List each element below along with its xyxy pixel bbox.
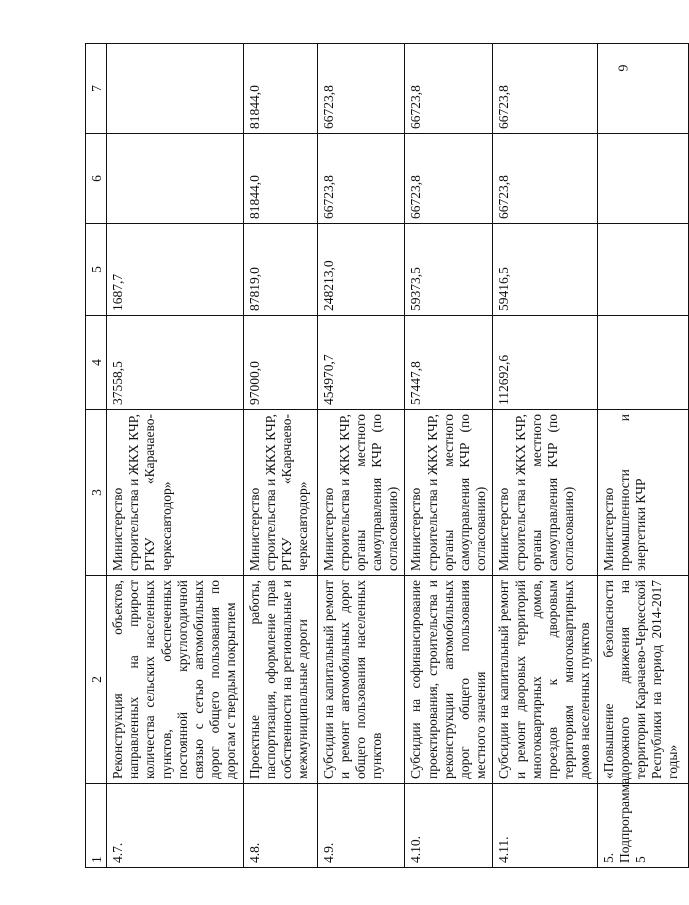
value-cell-col4: 454970,7 bbox=[317, 316, 405, 410]
value-cell-col7 bbox=[107, 44, 244, 134]
table-row-4-10 bbox=[405, 44, 493, 868]
table-row-4-11 bbox=[493, 44, 597, 868]
column-header-2: 2 bbox=[86, 576, 107, 784]
row-number-cell: 4.9. bbox=[317, 784, 405, 868]
value-cell-col4 bbox=[597, 316, 688, 410]
description-cell: «Повышение безопасности дорожного движения на территории Карачаево-Черкесской Республики на период 2014-2017 годы» bbox=[597, 576, 688, 784]
value-cell-col6: 66723,8 bbox=[493, 134, 597, 224]
page-number: 6 bbox=[614, 64, 630, 72]
description-cell: Субсидии на капитальный ремонт и ремонт автомобильных дорог общего пользования населенных пунктов bbox=[317, 576, 405, 784]
value-cell-col4: 37558,5 bbox=[107, 316, 244, 410]
description-cell: Субсидии на капитальный ремонт и ремонт дворовых территорий многоквартирных домов, проездов к дворовым территориям многоквартирных домов населенных пунктов bbox=[493, 576, 597, 784]
value-cell-col6: 81844,0 bbox=[243, 134, 317, 224]
row-number-cell: 4.10. bbox=[405, 784, 493, 868]
row-number-cell: 5. Подпрограмма 5 bbox=[597, 784, 688, 868]
table-row-subprogram-5 bbox=[597, 44, 688, 868]
description-cell: Реконструкция объектов, направленных на прирост количества сельских населенных пунктов, обеспеченных постоянной круглогодичной связью с сетью автомобильных дорог общего пользования по дорогам с твердым покрытием bbox=[107, 576, 244, 784]
value-cell-col6 bbox=[107, 134, 244, 224]
value-cell-col5: 1687,7 bbox=[107, 224, 244, 316]
column-header-3: 3 bbox=[86, 410, 107, 576]
column-header-7: 7 bbox=[86, 44, 107, 134]
header-row bbox=[86, 44, 107, 868]
column-header-4: 4 bbox=[86, 316, 107, 410]
description-cell: Проектные работы, паспортизация, оформление прав собственности на региональные и межмуниципальные дороги bbox=[243, 576, 317, 784]
column-header-6: 6 bbox=[86, 134, 107, 224]
rotated-table-container bbox=[85, 44, 681, 868]
executor-cell: Министерство строительства и ЖКХ КЧР, РГКУ «Карачаево-черкесавтодор» bbox=[107, 410, 244, 576]
program-table bbox=[85, 43, 689, 868]
value-cell-col5: 87819,0 bbox=[243, 224, 317, 316]
row-number-cell: 4.11. bbox=[493, 784, 597, 868]
value-cell-col5: 248213,0 bbox=[317, 224, 405, 316]
executor-cell: Министерство строительства и ЖКХ КЧР, РГКУ «Карачаево-черкесавтодор» bbox=[243, 410, 317, 576]
value-cell-col6: 66723,8 bbox=[317, 134, 405, 224]
value-cell-col6 bbox=[597, 134, 688, 224]
executor-cell: Министерство строительства и ЖКХ КЧР, органы местного самоуправления КЧР (по согласованию) bbox=[405, 410, 493, 576]
table-row-4-9 bbox=[317, 44, 405, 868]
value-cell-col7: 66723,8 bbox=[493, 44, 597, 134]
description-cell: Субсидии на софинансирование проектирования, строительства и реконструкции автомобильных дорог общего пользования местного значения bbox=[405, 576, 493, 784]
value-cell-col5 bbox=[597, 224, 688, 316]
row-number-cell: 4.7. bbox=[107, 784, 244, 868]
value-cell-col5: 59373,5 bbox=[405, 224, 493, 316]
table-row-4-7 bbox=[107, 44, 244, 868]
value-cell-col5: 59416,5 bbox=[493, 224, 597, 316]
value-cell-col7 bbox=[597, 44, 688, 134]
row-number-cell: 4.8. bbox=[243, 784, 317, 868]
executor-cell: Министерство строительства и ЖКХ КЧР, органы местного самоуправления КЧР (по согласованию) bbox=[493, 410, 597, 576]
value-cell-col7: 66723,8 bbox=[405, 44, 493, 134]
value-cell-col4: 57447,8 bbox=[405, 316, 493, 410]
value-cell-col7: 81844,0 bbox=[243, 44, 317, 134]
column-header-5: 5 bbox=[86, 224, 107, 316]
table-row-4-8 bbox=[243, 44, 317, 868]
column-header-1: 1 bbox=[86, 784, 107, 868]
value-cell-col4: 97000,0 bbox=[243, 316, 317, 410]
value-cell-col4: 112692,6 bbox=[493, 316, 597, 410]
value-cell-col6: 66723,8 bbox=[405, 134, 493, 224]
executor-cell: Министерство промышленности и энергетики КЧР bbox=[597, 410, 688, 576]
executor-cell: Министерство строительства и ЖКХ КЧР, органы местного самоуправления КЧР (по согласованию) bbox=[317, 410, 405, 576]
value-cell-col7: 66723,8 bbox=[317, 44, 405, 134]
